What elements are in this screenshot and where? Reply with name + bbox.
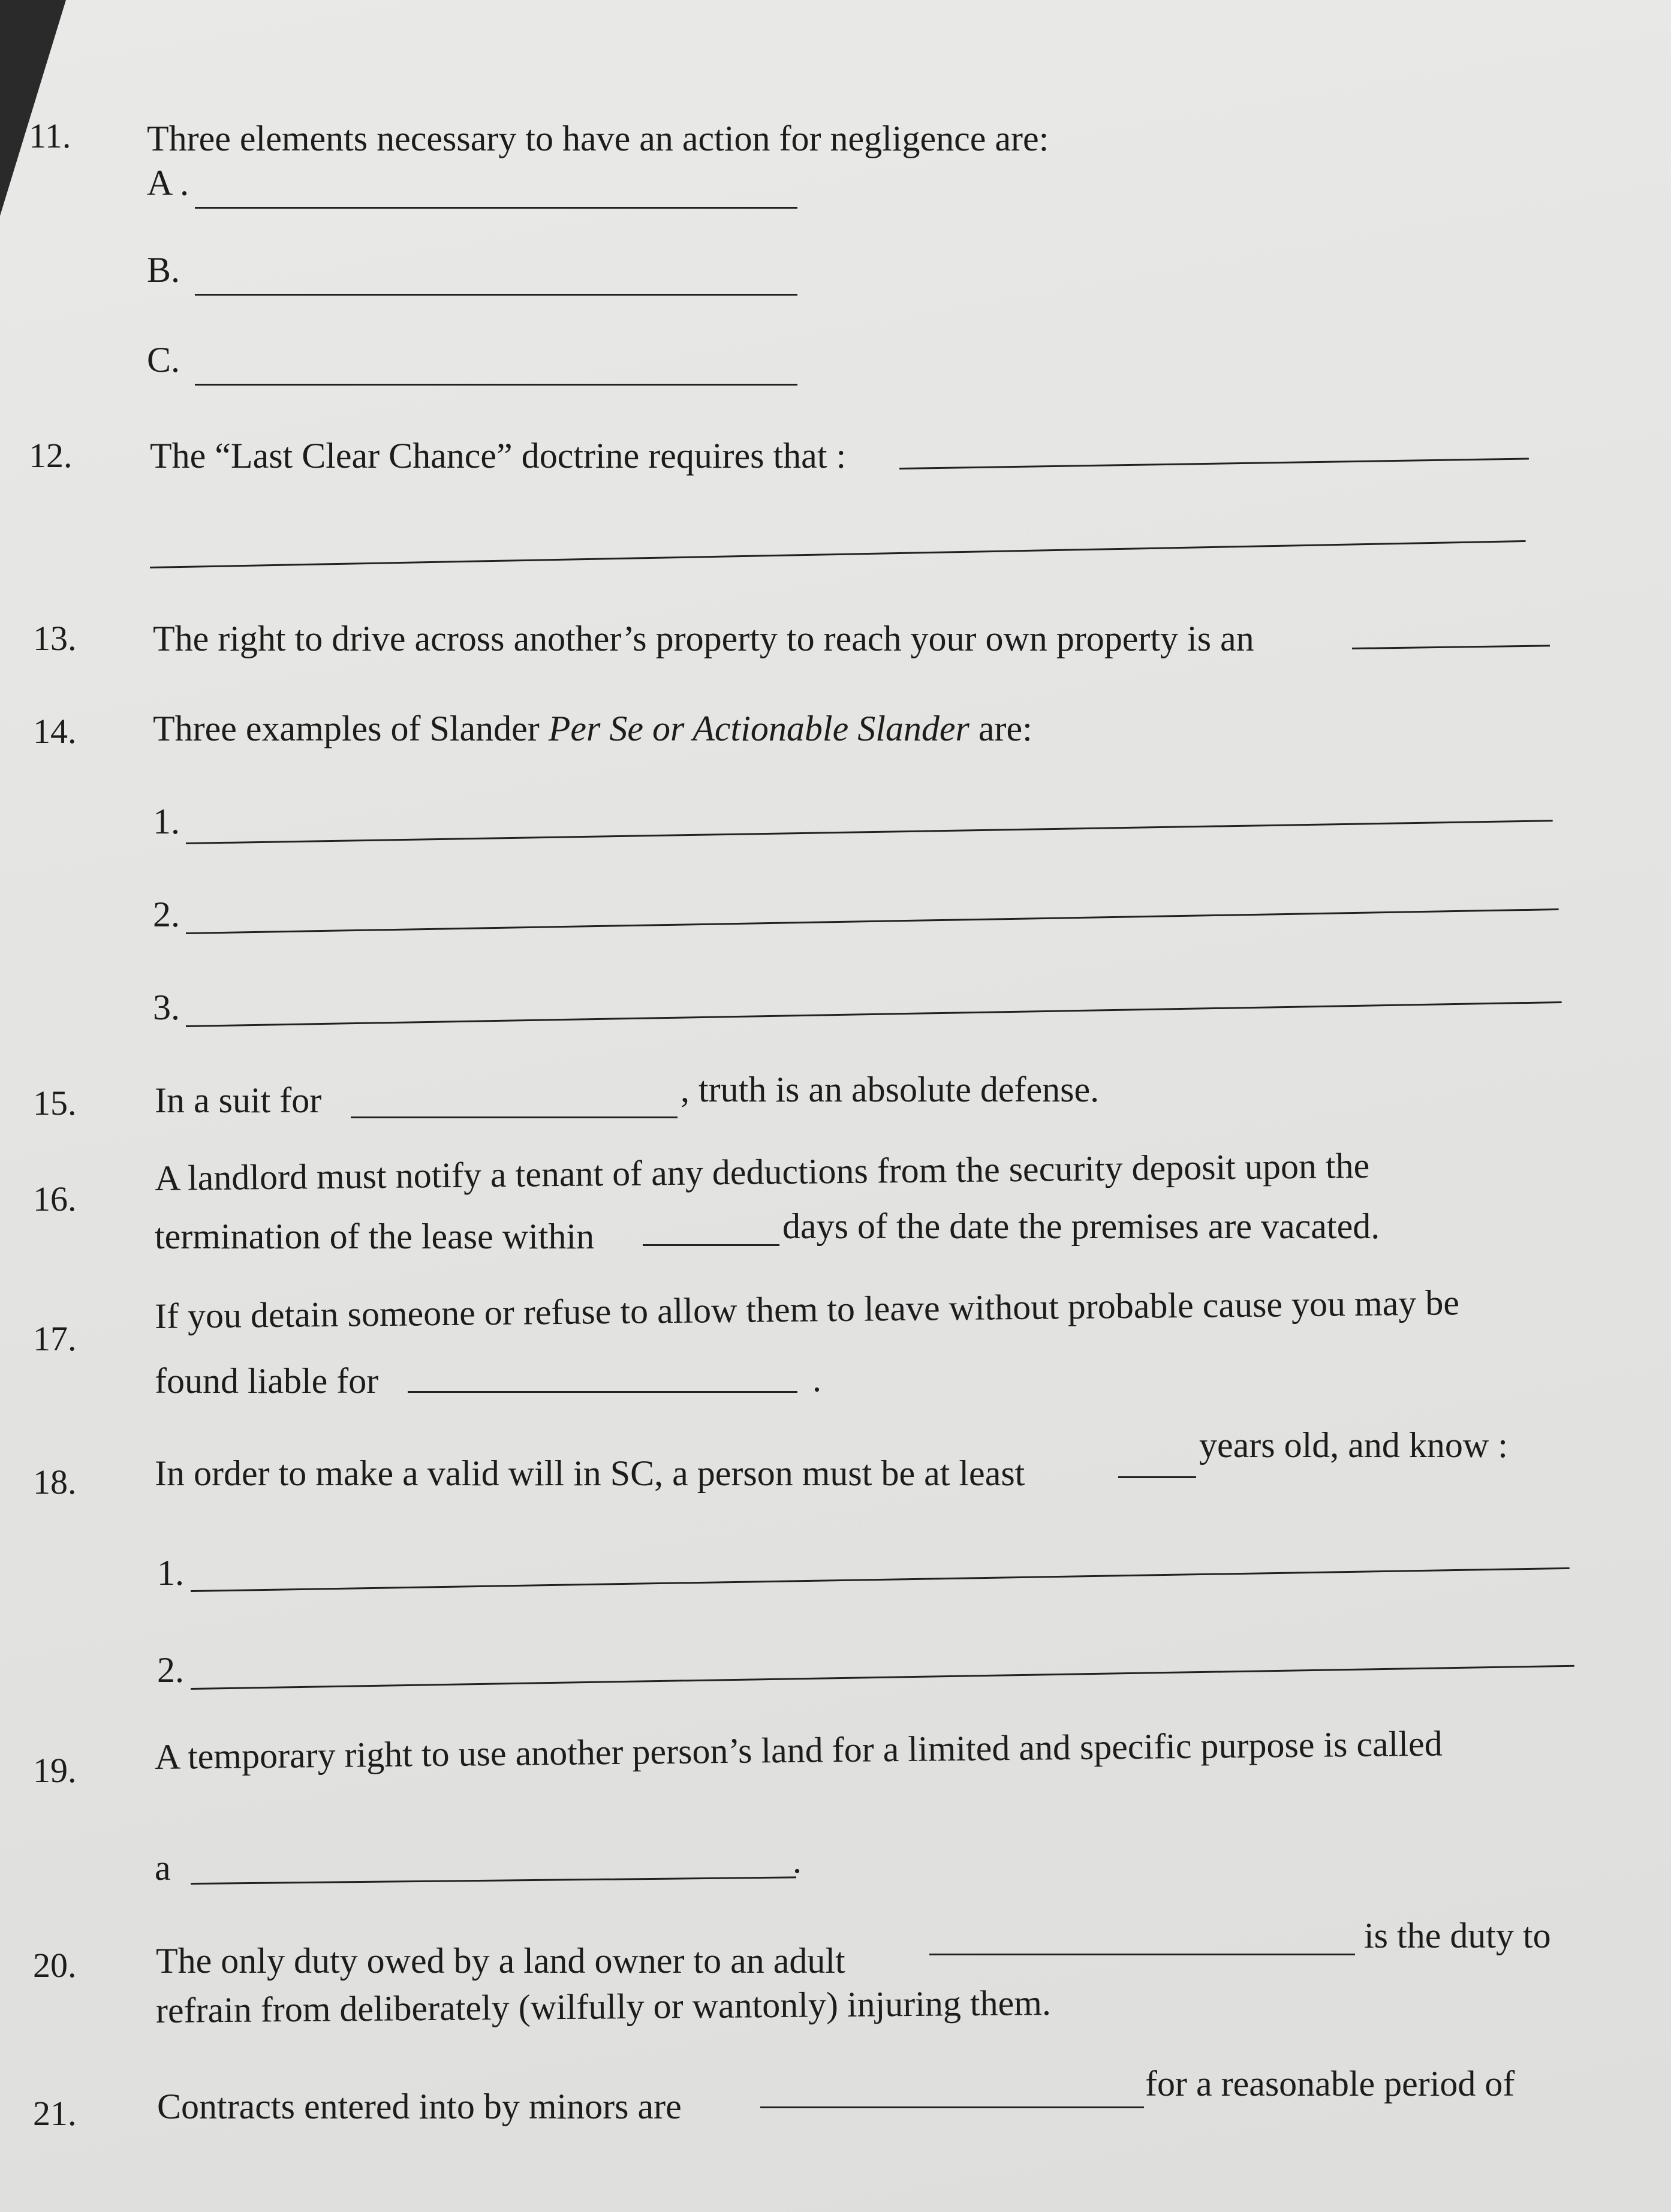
item-label: 2. [153,895,180,934]
question-number: 21. [33,2094,77,2133]
answer-blank[interactable] [191,1567,1570,1592]
answer-blank[interactable] [191,1876,796,1885]
question-text: The “Last Clear Chance” doctrine requires that : [150,436,847,475]
question-text [153,708,1032,750]
question-text: refrain from deliberately (wilfully or wantonly) injuring them. [155,1982,1052,2030]
answer-blank[interactable] [186,908,1559,934]
answer-blank[interactable] [195,294,797,296]
question-number: 14. [33,712,77,751]
answer-blank[interactable] [351,1116,678,1118]
question-number: 11. [29,116,71,155]
item-label: 2. [157,1650,184,1690]
page-shadow [0,0,66,216]
answer-blank[interactable] [186,820,1553,844]
question-number: 19. [33,1751,77,1790]
text-part: are: [969,709,1032,748]
punctuation: . [812,1359,821,1399]
question-text: A temporary right to use another person’s land for a limited and specific purpose is called [154,1723,1443,1777]
item-label: a [155,1848,171,1888]
text-part: Three examples of Slander [153,709,549,748]
item-label: 1. [157,1553,184,1593]
question-number: 15. [33,1084,77,1122]
question-number: 20. [33,1946,77,1985]
question-text: In a suit for [155,1081,322,1120]
question-text: Three elements necessary to have an action for negligence are: [147,119,1049,158]
item-label: 1. [153,802,180,841]
answer-blank[interactable] [408,1391,797,1393]
question-text: years old, and know : [1199,1425,1508,1465]
question-number: 12. [29,436,73,475]
answer-blank[interactable] [186,1001,1562,1027]
item-label: C. [147,340,180,380]
text-italic: Per Se or Actionable Slander [548,709,970,748]
question-text: , truth is an absolute defense. [681,1070,1100,1109]
answer-blank[interactable] [195,207,797,209]
answer-blank[interactable] [760,2106,1144,2108]
item-label: B. [147,250,180,290]
question-number: 16. [33,1179,77,1218]
answer-blank[interactable] [1352,645,1550,649]
question-text: for a reasonable period of [1145,2064,1515,2103]
answer-blank[interactable] [929,1954,1355,1955]
question-text: Contracts entered into by minors are [157,2087,682,2126]
question-text: The only duty owed by a land owner to an adult [156,1941,845,1981]
question-number: 13. [33,619,77,658]
item-label: A . [147,163,189,203]
question-text: A landlord must notify a tenant of any deductions from the security deposit upon the [154,1145,1370,1198]
punctuation: . [793,1841,802,1880]
question-text: termination of the lease within [155,1217,595,1256]
item-label: 3. [153,988,180,1027]
question-text: The right to drive across another’s property to reach your own property is an [153,619,1254,658]
answer-blank[interactable] [899,458,1529,470]
question-text: found liable for [155,1361,379,1401]
question-number: 18. [33,1462,77,1501]
answer-blank[interactable] [1118,1476,1196,1478]
answer-blank[interactable] [643,1244,779,1246]
question-text: In order to make a valid will in SC, a person must be at least [155,1453,1025,1493]
answer-blank[interactable] [195,384,797,386]
answer-blank[interactable] [191,1665,1574,1690]
question-text: days of the date the premises are vacated. [782,1206,1380,1246]
answer-blank[interactable] [150,540,1526,568]
question-text: is the duty to [1364,1916,1551,1955]
question-number: 17. [33,1319,77,1358]
question-text: If you detain someone or refuse to allow them to leave without probable cause you may be [154,1283,1460,1336]
